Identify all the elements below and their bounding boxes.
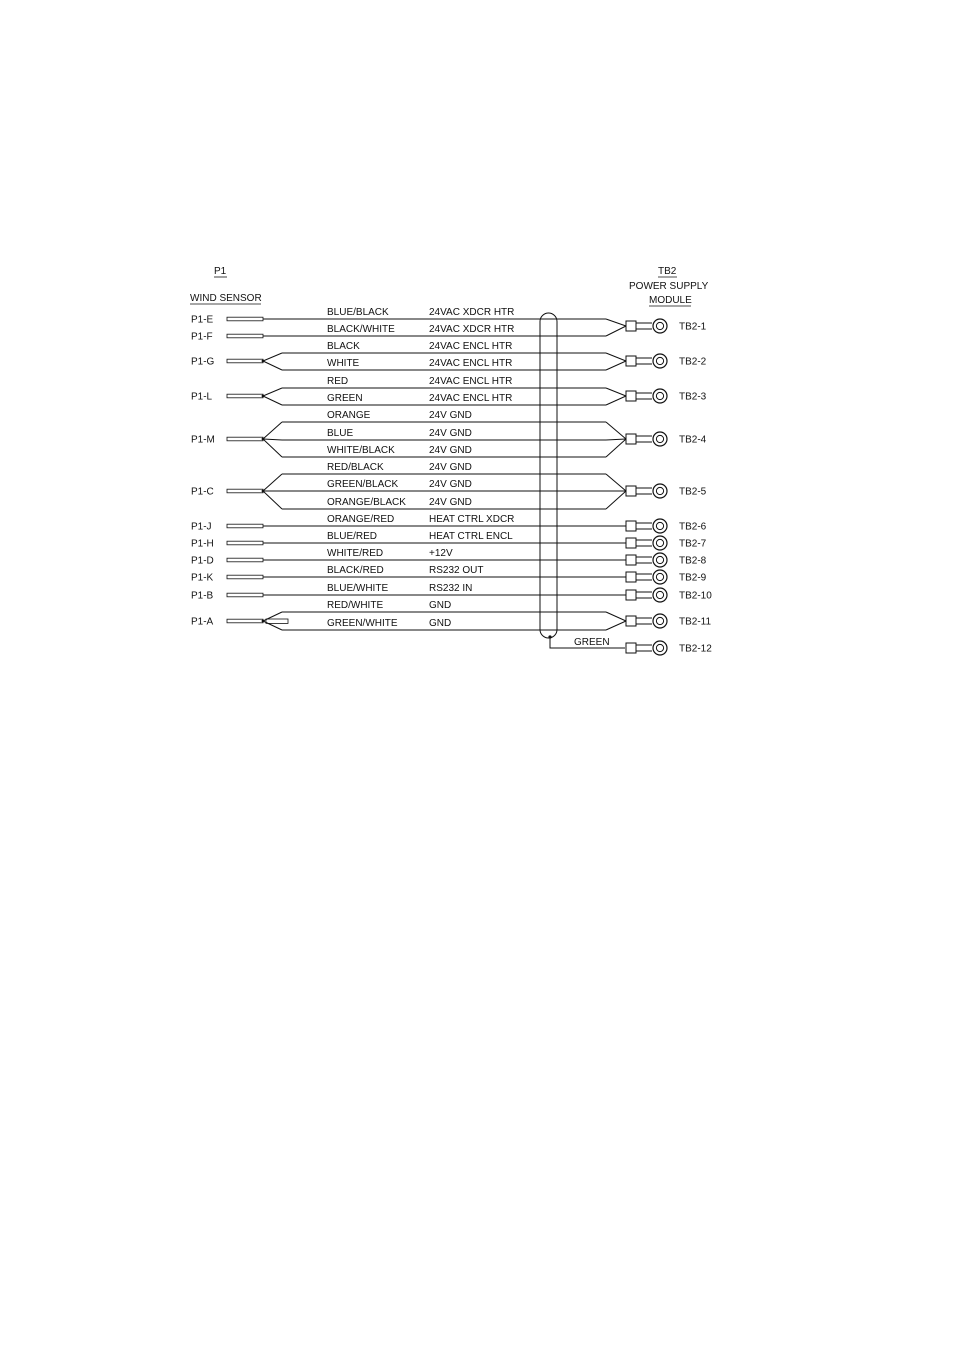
terminal-barrel-tb2-5 — [626, 486, 636, 496]
pin-fan-p1-m-2 — [263, 439, 282, 457]
pin-fan-p1-g-1 — [263, 361, 282, 370]
pin-contact-p1-k — [227, 575, 263, 579]
pin-contact-p1-d — [227, 558, 263, 562]
terminal-neck-tb2-2 — [636, 358, 652, 364]
wire-color-label: GREEN — [327, 393, 363, 404]
terminal-fan-tb2-2-1 — [606, 361, 626, 370]
wire-color-label: GREEN/WHITE — [327, 618, 398, 629]
terminal-hole-tb2-5 — [656, 487, 663, 494]
pin-contact-p1-a — [227, 619, 263, 623]
terminal-label-tb2-2: TB2-2 — [679, 356, 707, 368]
pin-fork-p1-c — [262, 490, 265, 493]
wire-color-label: BLACK/WHITE — [327, 324, 395, 335]
pin-fan-p1-l-0 — [263, 388, 282, 396]
terminal-hole-tb2-2 — [656, 357, 663, 364]
terminal-barrel-tb2-7 — [626, 538, 636, 548]
wire-color-label: GREEN/BLACK — [327, 479, 399, 490]
terminal-label-tb2-4: TB2-4 — [679, 434, 707, 446]
wire-signal-label: 24V GND — [429, 428, 472, 439]
terminal-barrel-tb2-2 — [626, 356, 636, 366]
terminal-fan-tb2-3-1 — [606, 396, 626, 405]
pin-contact-p1-g — [227, 359, 263, 363]
terminal-neck-tb2-3 — [636, 393, 652, 399]
pin-label-p1-e: P1-E — [191, 314, 214, 326]
terminal-neck-tb2-10 — [636, 592, 652, 598]
pin-contact-p1-f — [227, 334, 263, 338]
wire-color-label: WHITE — [327, 358, 360, 369]
pin-contact-p1-b — [227, 593, 263, 597]
terminal-label-tb2-12: TB2-12 — [679, 643, 712, 655]
terminal-neck-tb2-6 — [636, 523, 652, 529]
terminal-barrel-tb2-11 — [626, 616, 636, 626]
terminal-label-tb2-6: TB2-6 — [679, 521, 707, 533]
pin-fan-p1-m-0 — [263, 422, 282, 439]
tb2-subtitle-line2: MODULE — [649, 295, 692, 306]
wire-signal-label: 24VAC ENCL HTR — [429, 393, 513, 404]
terminal-barrel-tb2-6 — [626, 521, 636, 531]
terminal-hole-tb2-8 — [656, 556, 663, 563]
terminal-neck-tb2-12 — [636, 645, 652, 651]
terminal-fan-tb2-4-2 — [606, 439, 626, 457]
terminal-fan-tb2-5-2 — [606, 491, 626, 509]
terminal-label-tb2-9: TB2-9 — [679, 572, 707, 584]
terminal-neck-tb2-5 — [636, 488, 652, 494]
pin-contact-p1-c — [227, 489, 263, 493]
wire-signal-label: 24VAC ENCL HTR — [429, 358, 513, 369]
pin-fan-p1-g-0 — [263, 353, 282, 361]
terminal-hole-tb2-10 — [656, 591, 663, 598]
wire-color-label: RED/BLACK — [327, 462, 384, 473]
terminal-barrel-tb2-4 — [626, 434, 636, 444]
pin-label-p1-c: P1-C — [191, 486, 214, 498]
wire-signal-label: HEAT CTRL ENCL — [429, 531, 513, 542]
terminal-label-tb2-10: TB2-10 — [679, 590, 712, 602]
terminal-label-tb2-7: TB2-7 — [679, 538, 707, 550]
pin-fan-p1-m-1 — [263, 439, 282, 440]
splice-sleeve — [266, 619, 288, 623]
pin-label-p1-m: P1-M — [191, 434, 215, 446]
pin-label-p1-k: P1-K — [191, 572, 214, 584]
pin-fan-p1-c-0 — [263, 474, 282, 491]
wire-color-label: WHITE/BLACK — [327, 445, 395, 456]
terminal-neck-tb2-8 — [636, 557, 652, 563]
pin-label-p1-a: P1-A — [191, 616, 214, 628]
shield-drain-junction — [548, 635, 551, 638]
terminal-neck-tb2-1 — [636, 323, 652, 329]
terminal-barrel-tb2-12 — [626, 643, 636, 653]
p1-subtitle: WIND SENSOR — [190, 293, 262, 304]
pin-fork-p1-a — [262, 620, 265, 623]
cable-shield — [540, 313, 557, 638]
terminal-label-tb2-5: TB2-5 — [679, 486, 707, 498]
pin-contact-p1-l — [227, 394, 263, 398]
wire-signal-label: 24V GND — [429, 445, 472, 456]
pin-label-p1-d: P1-D — [191, 555, 214, 567]
terminal-hole-tb2-6 — [656, 522, 663, 529]
terminal-fan-tb2-5-0 — [606, 474, 626, 491]
pins-layer — [191, 315, 288, 631]
terminal-hole-tb2-11 — [656, 617, 663, 624]
pin-label-p1-h: P1-H — [191, 538, 214, 550]
pin-fork-p1-l — [262, 395, 265, 398]
terminal-fan-tb2-11-1 — [606, 621, 626, 630]
pin-contact-p1-e — [227, 317, 263, 321]
tb2-subtitle-line1: POWER SUPPLY — [629, 281, 709, 292]
wire-signal-label: 24VAC ENCL HTR — [429, 341, 513, 352]
terminal-fan-tb2-1-0 — [606, 319, 626, 326]
shield-wire-label: GREEN — [574, 637, 610, 648]
wires-layer — [273, 307, 606, 630]
pin-label-p1-j: P1-J — [191, 521, 212, 533]
pin-label-p1-b: P1-B — [191, 590, 214, 602]
terminal-label-tb2-11: TB2-11 — [679, 616, 712, 628]
wire-signal-label: 24VAC XDCR HTR — [429, 307, 515, 318]
pin-contact-p1-m — [227, 437, 263, 441]
tb2-title: TB2 — [658, 266, 677, 277]
wire-color-label: RED — [327, 376, 349, 387]
wire-signal-label: RS232 OUT — [429, 565, 484, 576]
pin-label-p1-g: P1-G — [191, 356, 215, 368]
wire-signal-label: GND — [429, 600, 452, 611]
wire-signal-label: 24V GND — [429, 462, 472, 473]
terminal-barrel-tb2-10 — [626, 590, 636, 600]
wire-color-label: ORANGE/BLACK — [327, 497, 406, 508]
wire-color-label: BLUE/WHITE — [327, 583, 389, 594]
pin-fork-p1-g — [262, 360, 265, 363]
terminal-neck-tb2-4 — [636, 436, 652, 442]
pin-contact-p1-j — [227, 524, 263, 528]
pin-fan-p1-c-2 — [263, 491, 282, 509]
terminal-neck-tb2-11 — [636, 618, 652, 624]
terminal-barrel-tb2-3 — [626, 391, 636, 401]
wire-signal-label: 24V GND — [429, 479, 472, 490]
terminal-fan-tb2-11-0 — [606, 612, 626, 621]
terminal-label-tb2-3: TB2-3 — [679, 391, 707, 403]
terminal-fan-tb2-4-0 — [606, 422, 626, 439]
wire-color-label: WHITE/RED — [327, 548, 384, 559]
terminal-fan-tb2-2-0 — [606, 353, 626, 361]
wire-color-label: ORANGE — [327, 410, 371, 421]
pin-label-p1-f: P1-F — [191, 331, 213, 343]
p1-title: P1 — [214, 266, 227, 277]
terminal-barrel-tb2-1 — [626, 321, 636, 331]
wire-color-label: BLUE/BLACK — [327, 307, 389, 318]
pin-contact-p1-h — [227, 541, 263, 545]
pin-label-p1-l: P1-L — [191, 391, 213, 403]
terminal-hole-tb2-4 — [656, 435, 663, 442]
wire-color-label: BLUE — [327, 428, 354, 439]
terminal-fan-tb2-3-0 — [606, 388, 626, 396]
wire-color-label: RED/WHITE — [327, 600, 384, 611]
wire-color-label: BLUE/RED — [327, 531, 378, 542]
terminal-neck-tb2-7 — [636, 540, 652, 546]
wire-color-label: ORANGE/RED — [327, 514, 395, 525]
wire-signal-label: 24VAC XDCR HTR — [429, 324, 515, 335]
terminal-hole-tb2-1 — [656, 322, 663, 329]
wire-signal-label: +12V — [429, 548, 453, 559]
terminal-barrel-tb2-8 — [626, 555, 636, 565]
terminal-hole-tb2-12 — [656, 644, 663, 651]
wire-signal-label: 24VAC ENCL HTR — [429, 376, 513, 387]
terminal-hole-tb2-9 — [656, 573, 663, 580]
pin-fork-p1-m — [262, 438, 265, 441]
terminals-layer — [606, 319, 712, 655]
terminal-label-tb2-1: TB2-1 — [679, 321, 707, 333]
wire-signal-label: 24V GND — [429, 497, 472, 508]
wire-color-label: BLACK/RED — [327, 565, 384, 576]
wire-signal-label: 24V GND — [429, 410, 472, 421]
terminal-hole-tb2-7 — [656, 539, 663, 546]
terminal-hole-tb2-3 — [656, 392, 663, 399]
terminal-barrel-tb2-9 — [626, 572, 636, 582]
wire-signal-label: RS232 IN — [429, 583, 473, 594]
terminal-label-tb2-8: TB2-8 — [679, 555, 707, 567]
pin-fan-p1-l-1 — [263, 396, 282, 405]
terminal-fan-tb2-1-1 — [606, 326, 626, 336]
terminal-fan-tb2-4-1 — [606, 439, 626, 440]
wire-signal-label: GND — [429, 618, 452, 629]
terminal-neck-tb2-9 — [636, 574, 652, 580]
wire-signal-label: HEAT CTRL XDCR — [429, 514, 515, 525]
wire-color-label: BLACK — [327, 341, 360, 352]
